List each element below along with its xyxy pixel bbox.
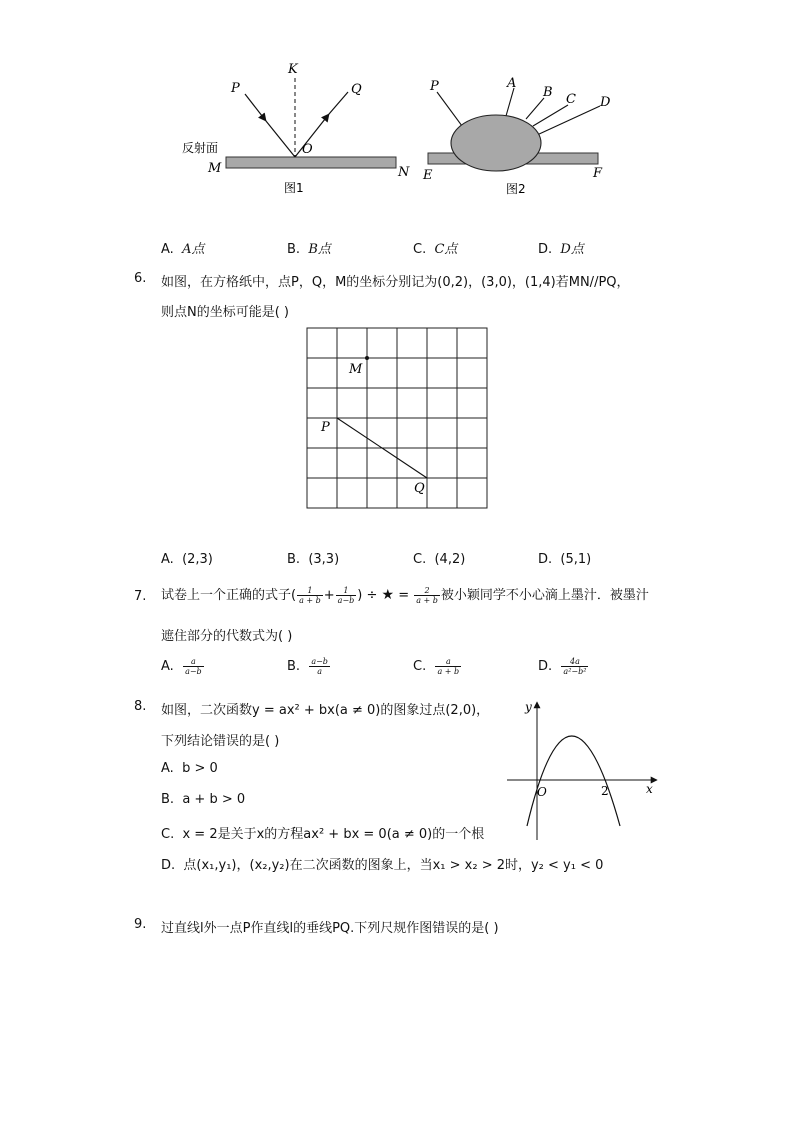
q5-option-c-text: C点 xyxy=(434,242,458,257)
incident-ray-po xyxy=(245,94,266,121)
fig1-label-m: M xyxy=(208,161,222,176)
graph-label-y: y xyxy=(525,700,532,714)
q7-option-b[interactable]: B. $\frac{a-b}{a}$ xyxy=(287,657,328,676)
q6-stem-line1: 如图，在方格纸中，点P，Q，M的坐标分别记为(0,2)，(3,0)，(1,4)若MN//PQ， xyxy=(161,275,630,290)
q6-option-b[interactable]: B. (3,3) xyxy=(287,552,340,567)
q7-number: 7. xyxy=(134,589,147,604)
fig2-caption: 图2 xyxy=(506,182,526,196)
grid-lines xyxy=(307,328,487,508)
q6-option-a-text: (2,3) xyxy=(182,552,213,567)
fig2-label-a: A xyxy=(507,76,517,91)
fig1-label-n: N xyxy=(398,165,410,180)
q5-option-b-text: B点 xyxy=(308,242,331,257)
fig2-label-b: B xyxy=(543,85,553,100)
ellipse-object xyxy=(451,115,541,171)
q9-number: 9. xyxy=(134,917,147,932)
q5-option-a-text: A点 xyxy=(182,242,205,257)
mirror-surface-mn xyxy=(226,157,396,168)
q8-option-d[interactable]: D. 点(x₁,y₁)，(x₂,y₂)在二次函数的图象上，当x₁ > x₂ > 2时，y₂ < y₁ < 0 xyxy=(161,858,604,873)
fig2-label-c: C xyxy=(566,92,576,107)
q7-stem-line2: 遮住部分的代数式为( ) xyxy=(161,629,293,644)
q7-fraction-1: $\frac{1}{a + b}$ xyxy=(299,586,321,605)
q8-option-d-text: 点(x₁,y₁)，(x₂,y₂)在二次函数的图象上，当x₁ > x₂ > 2时，y₂ < y₁ < 0 xyxy=(183,858,604,873)
q7-stem-line1: 试卷上一个正确的式子( $\frac{1}{a + b}$ + $\frac{1}{a-b}$ ) ÷ ★ = $\frac{2}{a + b}$ 被小颖同学不小心滴上墨汁．被墨汁 xyxy=(161,586,649,605)
reflection-figures xyxy=(170,58,630,208)
q7-fraction-2: $\frac{1}{a-b}$ xyxy=(337,586,355,605)
q5-option-b[interactable]: B. B点 xyxy=(287,242,331,257)
ink-star-icon: ★ xyxy=(381,587,395,603)
q8-option-b-text: a + b > 0 xyxy=(182,792,246,807)
q8-option-c[interactable]: C. x = 2是关于x的方程ax² + bx = 0(a ≠ 0)的一个根 xyxy=(161,827,485,842)
grid-label-p: P xyxy=(321,420,330,435)
q5-option-c[interactable]: C. C点 xyxy=(413,242,458,257)
q7-option-a[interactable]: A. $\frac{a}{a-b}$ xyxy=(161,657,202,676)
graph-label-origin: O xyxy=(537,785,547,799)
q8-option-a-text: b > 0 xyxy=(182,761,218,776)
fig1-label-o: O xyxy=(302,142,313,157)
q5-option-a[interactable]: A. A点 xyxy=(161,242,205,257)
fig1-label-p: P xyxy=(231,81,240,96)
q6-option-a[interactable]: A. (2,3) xyxy=(161,552,213,567)
ray-p xyxy=(437,92,465,130)
q8-stem-line2: 下列结论错误的是( ) xyxy=(161,734,280,749)
q5-option-d[interactable]: D. D点 xyxy=(538,242,584,257)
parabola-curve xyxy=(527,736,620,826)
q6-option-d[interactable]: D. (5,1) xyxy=(538,552,592,567)
ray-d xyxy=(537,106,600,135)
q5-option-d-text: D点 xyxy=(560,242,584,257)
q7-fraction-3: $\frac{2}{a + b}$ xyxy=(416,586,438,605)
q8-parabola-graph xyxy=(500,695,665,845)
graph-label-x: x xyxy=(646,782,653,796)
fig1-label-k: K xyxy=(288,62,298,77)
point-m xyxy=(365,356,369,360)
q7-option-c[interactable]: C. $\frac{a}{a + b}$ xyxy=(413,657,460,676)
q6-option-c-text: (4,2) xyxy=(434,552,466,567)
grid-label-q: Q xyxy=(414,481,425,496)
q8-number: 8. xyxy=(134,699,147,714)
ray-b xyxy=(526,98,544,119)
grid-label-m: M xyxy=(349,362,363,377)
q6-option-d-text: (5,1) xyxy=(560,552,592,567)
fig2-label-p: P xyxy=(430,79,439,94)
q6-option-b-text: (3,3) xyxy=(308,552,340,567)
q6-option-c[interactable]: C. (4,2) xyxy=(413,552,466,567)
fig2-label-e: E xyxy=(423,168,433,183)
q8-option-b[interactable]: B. a + b > 0 xyxy=(161,792,246,807)
q8-option-a[interactable]: A. b > 0 xyxy=(161,761,218,776)
q6-stem-line2: 则点N的坐标可能是( ) xyxy=(161,305,290,320)
fig1-surface-label: 反射面 xyxy=(182,141,219,155)
fig1-label-q: Q xyxy=(351,82,362,97)
q6-number: 6. xyxy=(134,271,147,286)
fig2-label-d: D xyxy=(600,95,611,110)
fig2-label-f: F xyxy=(593,166,603,181)
ray-a xyxy=(506,88,514,116)
q7-option-d[interactable]: D. $\frac{4a}{\text{a²−b²}}$ xyxy=(538,657,587,676)
graph-label-two: 2 xyxy=(601,784,609,798)
fig1-caption: 图1 xyxy=(284,181,304,195)
q9-stem: 过直线l外一点P作直线l的垂线PQ.下列尺规作图错误的是( ) xyxy=(161,921,499,936)
q8-stem-line1: 如图，二次函数y = ax² + bx(a ≠ 0)的图象过点(2,0)， xyxy=(161,703,490,718)
q6-grid-figure xyxy=(300,322,495,517)
q8-option-c-text: x = 2是关于x的方程ax² + bx = 0(a ≠ 0)的一个根 xyxy=(182,827,485,842)
